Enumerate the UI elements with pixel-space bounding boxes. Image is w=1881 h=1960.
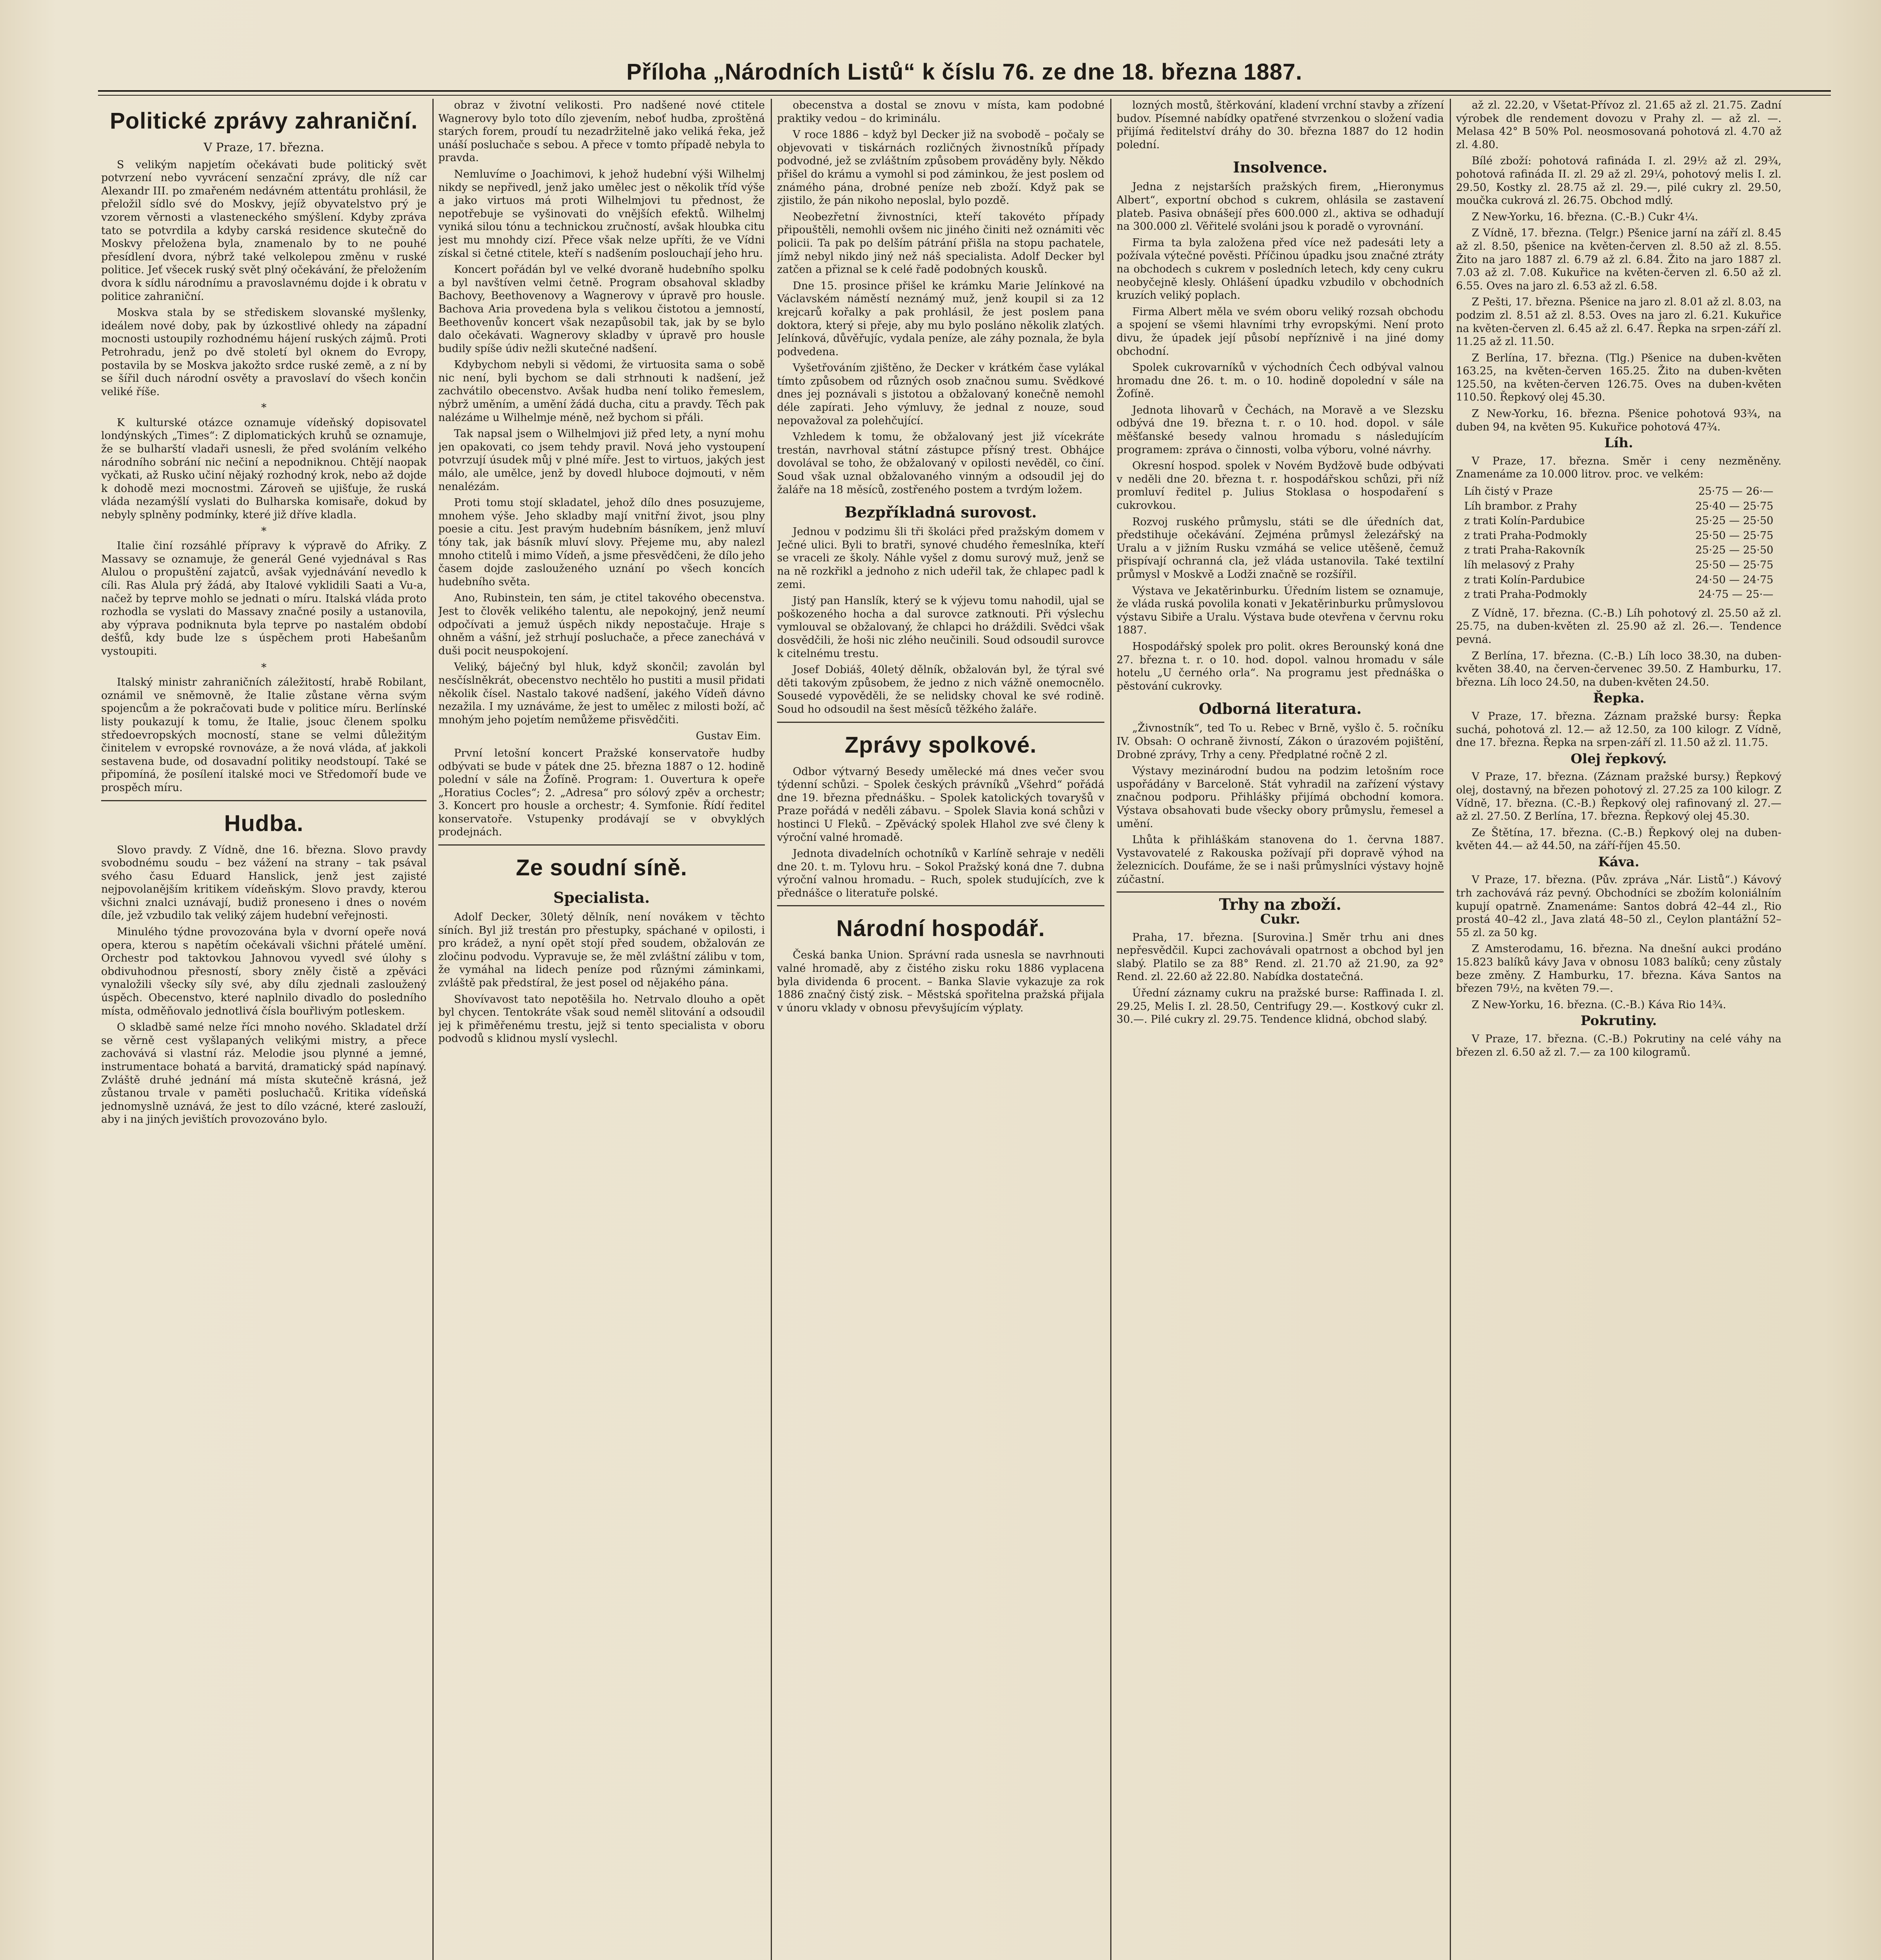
market-paragraph: Ze Štětína, 17. března. (C.-B.) Řepkový olej na duben-květen 44.— až 44.50, na září-říjen 45.50. xyxy=(1456,826,1781,852)
article-paragraph: Okresní hospod. spolek v Novém Bydžově bude odbývati v neděli dne 20. března t. r. hospodářskou schůzi, při níž promluví ředitel p. Julius Stoklasa o hospodaření s cukrovkou. xyxy=(1117,460,1444,512)
price-value: 25·50 — 25·75 xyxy=(1695,529,1774,542)
price-row xyxy=(1463,514,1775,528)
market-paragraph: V Praze, 17. března. Směr i ceny nezměněny. Znamenáme za 10.000 litrov. proc. ve velkém: xyxy=(1456,455,1781,481)
article-paragraph: Vyšetřováním zjištěno, že Decker v krátkém čase vylákal tímto způsobem od různých osob značnou sumu. Svědkové dnes jej poznávali s jistotou a obžalovaný konečně nemohl déle zapírati. Jeho výmluvy, že jednal z nouze, soud nepovažoval za polehčující. xyxy=(777,362,1104,427)
market-paragraph: Z Vídně, 17. března. (Telgr.) Pšenice jarní na září zl. 8.45 až zl. 8.50, pšenice na květen-červen zl. 8.50 až zl. 8.55. Žito na jaro 1887 zl. 6.79 až zl. 6.84. Žito na jaro 1887 zl. 7.03 až zl. 7.08. Kukuřice na květen-červen zl. 6.50 až zl. 6.55. Oves na jaro zl. 6.53 až zl. 6.58. xyxy=(1456,227,1781,292)
article-paragraph: V roce 1886 – když byl Decker již na svobodě – počaly se objevovati v tiskárnách rozličných živnostníků případy podvodné, jež se zvláštním způsobem prováděny byly. Někdo přišel do krámu a vymohl si pod záminkou, že jest poslem od známého pána, drobné peníze neb zboží. Když pak se zjistilo, že pán nikoho neposlal, bylo pozdě. xyxy=(777,129,1104,207)
price-value: 25·75 — 26·— xyxy=(1698,485,1774,498)
price-value: 24·75 — 25·— xyxy=(1698,588,1774,601)
section-title-literature: Odborná literatura. xyxy=(1198,700,1362,718)
price-item: z trati Praha-Rakovník xyxy=(1464,544,1585,557)
price-row xyxy=(1463,587,1775,602)
header-rule xyxy=(98,90,1831,96)
article-paragraph: Adolf Decker, 30letý dělník, není novákem v těchto síních. Byl již trestán pro přestupky, spáchané v opilosti, i pro krádež, a nyní opět stojí před soudem, obžalován ze zločinu podvodu. Vypravuje se, že měl zvláštní zálibu v tom, že vymáhal na lidech peníze pod různými záminkami, zvláště pak předstíral, že jest posel od nějakého pána. xyxy=(438,911,765,989)
price-value: 25·25 — 25·50 xyxy=(1695,515,1774,527)
article-paragraph: Hospodářský spolek pro polit. okres Berounský koná dne 27. března t. r. o 10. hod. dopol. valnou hromadu v sále hotelu „U černého orla“. Na programu jest přednáška o pěstování cukrovky. xyxy=(1117,640,1444,692)
column-divider xyxy=(1450,99,1451,1960)
article-paragraph: Vzhledem k tomu, že obžalovaný jest již vícekráte trestán, navrhoval státní zástupce přísný trest. Obhájce dovolával se toho, že obžalovaný v opilosti nevěděl, co činí. Soud však uznal obžalovaného vinným a odsoudil jej do žaláře na 18 měsíců, zostřeného postem a tvrdým ložem. xyxy=(777,431,1104,496)
article-paragraph: lozných mostů, štěrkování, kladení vrchní stavby a zřízení budov. Písemné nabídky opatřené stvrzenkou o složení vadia přijímá ředitelství dráhy do 30. března 1887 do 12 hodin polední. xyxy=(1117,99,1444,151)
article-paragraph: K kulturské otázce oznamuje vídeňský dopisovatel londýnských „Times“: Z diplomatických kruhů se oznamuje, že se bulharští vladaři usnesli, že před svoláním velkého národního sobrání nic nečiní a nepodniknou. Chtějí naopak vyčkati, až Rusko učiní nějaký rozhodný krok, nebo až dojde k dohodě mezi mocnostmi. Zároveň se ujišťuje, že ruská vláda nezamýšlí vyslati do Bulharska komisaře, dokud by nebyly splněny podmínky, které již dříve kladla. xyxy=(101,416,427,521)
section-separator: * xyxy=(261,661,267,674)
price-item: líh melasový z Prahy xyxy=(1464,559,1574,571)
column-4 xyxy=(1117,99,1444,1960)
article-paragraph: Tak napsal jsem o Wilhelmjovi již před lety, a nyní mohu jen opakovati, co jsem tehdy pravil. Nová jeho vystoupení potvrzují úsudek můj v plné míře. Jest to virtuos, jakých jest málo, ale umělce, jenž by dovedl hluboce dojmouti, v něm nenalézám. xyxy=(438,428,765,493)
article-paragraph: Italský ministr zahraničních záležitostí, hrabě Robilant, oznámil ve sněmovně, že Italie zůstane věrna svým spojencům a že pokračovati bude v politice míru. Berlínské listy poukazují k tomu, že Italie, jsouc členem spolku středoevropských mocností, stane se velmi důležitým činitelem v evropské rovnováze, a že nová vláda, ať jakkoli sestavena bude, od dosavadní politiky neodstoupí. Také se připomíná, že posílení italské moci ve Středomoří bude ve prospěch míru. xyxy=(101,676,427,794)
article-paragraph: Shovívavost tato nepotěšila ho. Netrvalo dlouho a opět byl chycen. Tentokráte však soud neměl slitování a odsoudil jej k přiměřenému trestu, jejž si tento specialista v oboru podvodů s klidnou myslí vyslechl. xyxy=(438,993,765,1045)
market-paragraph: Z New-Yorku, 16. března. (C.-B.) Cukr 4¼. xyxy=(1472,211,1698,223)
article-paragraph: Slovo pravdy. Z Vídně, dne 16. března. Slovo pravdy svobodnému soudu – bez vážení na strany – tak psával svého času Eduard Hanslick, jenž jest zajisté nejpovolanějším kritikem vídeňským. Slovo pravdy, kterou všichni znalci uznávají, budiž proneseno i dnes o novém díle, jež vzbudilo tak veliký zájem hudební veřejnosti. xyxy=(101,844,427,922)
article-paragraph: Lhůta k přihláškám stanovena do 1. června 1887. Vystavovatelé z Rakouska požívají při dopravě výhod na železnicích. Doufáme, že se i naši průmyslníci výstavy hojně zúčastní. xyxy=(1117,834,1444,886)
section-title-markets: Trhy na zboží. xyxy=(1219,895,1342,914)
article-paragraph: Nemluvíme o Joachimovi, k jehož hudební výši Wilhelmj nikdy se nepřivedl, jenž jako umělec jest o několik tříd výše a jako virtuos má proti Wilhelmjovi tu přednost, že nepotřebuje se vyšinovati do vnějších efektů. Wilhelmj vyniká silou tónu a technickou zručností, avšak hloubka citu jest mu mnohdy cizí. Přece však nelze upříti, že ve Vídni získal si četné ctitele, kteří s nadšením poslouchají jeho hru. xyxy=(438,168,765,260)
section-title-economy: Národní hospodář. xyxy=(836,916,1045,942)
page-header: Příloha „Národních Listů“ k číslu 76. ze dne 18. března 1887. xyxy=(626,59,1303,85)
article-paragraph: Kdybychom nebyli si vědomi, že virtuosita sama o sobě nic není, byli bychom se dali strhnouti k nadšení, jež zachvátilo obecenstvo. Avšak hudba není toliko řemeslem, nýbrž uměním, a umění žádá ducha, citu a pravdy. Těch pak nalézáme u Wilhelmje méně, než bychom si přáli. xyxy=(438,359,765,424)
article-paragraph: Výstava ve Jekatěrinburku. Úředním listem se oznamuje, že vláda ruská povolila konati v Jekatěrinburku průmyslovou výstavu Sibiře a Uralu. Výstava bude otevřena v červnu roku 1887. xyxy=(1117,584,1444,637)
market-subtitle-coffee: Káva. xyxy=(1598,854,1640,870)
section-title-politics: Politické zprávy zahraniční. xyxy=(110,108,418,134)
article-paragraph: Moskva stala by se střediskem slovanské myšlenky, ideálem nové doby, pak by úzkostlivé ohledy na západní mocnosti ustoupily rozhodnému hájení ruských zájmů. Proti Petrohradu, jenž po dvě století byl oknem do Evropy, postavila by se Moskva jakožto srdce ruské země, a z ní by se šířil duch národní osvěty a pravoslaví do všech končin veliké říše. xyxy=(101,307,427,398)
article-paragraph: Italie činí rozsáhlé přípravy k výpravě do Afriky. Z Massavy se oznamuje, že generál Gené vyjednával s Ras Alulou o propuštění zajatců, avšak vyjednávání nevedlo k cíli. Ras Alula prý žádá, aby Italové vyklidili Saati a Vu-a, načež by teprve mohlo se jednati o míru. Italská vláda proto rozhodla se vyslati do Massavy značné posily a ustanovila, aby výprava podniknuta byla teprve po nastalém období dešťů, kdy bude lze s úspěchem proti Habešanům vystoupiti. xyxy=(101,540,427,657)
market-paragraph: Z Amsterodamu, 16. března. Na dnešní aukci prodáno 15.823 balíků kávy Java v obnosu 1083 balíků; ceny zůstaly beze změny. Z Hamburku, 17. března. Káva Santos na březen 79½, na květen 79.—. xyxy=(1456,943,1781,995)
price-value: 24·50 — 24·75 xyxy=(1695,573,1774,586)
article-paragraph: Výstavy mezinárodní budou na podzim letošním roce uspořádány v Barceloně. Stát vyhradil na zařízení výstavy značnou podporu. Přihlášky přijímá obchodní komora. Výstava obsahovati bude všecky obory průmyslu, řemesel a umění. xyxy=(1117,765,1444,830)
section-separator: * xyxy=(261,525,267,537)
article-paragraph: Spolek cukrovarníků v východních Čech odbýval valnou hromadu dne 26. t. m. o 10. hodině dopolední v sále na Žofíně. xyxy=(1117,361,1444,400)
article-paragraph: Dne 15. prosince přišel ke krámku Marie Jelínkové na Václavském náměstí neznámý muž, jenž koupil si za 12 krejcarů kořalky a pak prohlásil, že jest poslem pana doktora, který si přeje, aby mu bylo posláno několik zlatých. Jelínková, důvěřujíc, vydala peníze, ale záhy poznala, že byla podvedena. xyxy=(777,279,1104,358)
section-title-court: Ze soudní síně. xyxy=(516,855,688,881)
article-paragraph: „Živnostník“, ted To u. Rebec v Brně, vyšlo č. 5. ročníku IV. Obsah: O ochraně živností, Zákon o úrazovém pojištění, Drobné zprávy, Trhy a ceny. Předplatné ročně 2 zl. xyxy=(1117,722,1444,761)
column-5 xyxy=(1456,99,1781,1960)
price-row xyxy=(1463,543,1775,558)
price-row xyxy=(1463,499,1775,514)
price-row xyxy=(1463,484,1775,499)
section-rule xyxy=(777,905,1104,906)
price-item: Líh čistý v Praze xyxy=(1464,485,1553,498)
article-paragraph: Česká banka Union. Správní rada usnesla se navrhnouti valné hromadě, aby z čistého zisku roku 1886 vyplacena byla dividenda 6 procent. – Banka Slavie vykazuje za rok 1886 značný čistý zisk. – Městská spořitelna pražská přijala v únoru vklady v obnosu převyšujícím výplaty. xyxy=(777,949,1104,1014)
spirits-price-table xyxy=(1463,484,1775,602)
price-row xyxy=(1463,573,1775,588)
price-item: z trati Kolín-Pardubice xyxy=(1464,515,1585,527)
price-value: 25·40 — 25·75 xyxy=(1695,500,1774,512)
section-title-clubs: Zprávy spolkové. xyxy=(844,732,1037,758)
market-paragraph: V Praze, 17. března. (Záznam pražské bursy.) Řepkový olej, dostavný, na březen pohotový zl. 27.25 za 100 kilogr. Z Vídně, 17. března. (C.-B.) Řepkový olej rafinovaný zl. 27.— až zl. 27.50. Z Berlína, 17. března. Řepkový olej 45.30. xyxy=(1456,771,1781,823)
price-row xyxy=(1463,558,1775,573)
section-rule xyxy=(1117,891,1444,893)
market-paragraph: až zl. 22.20, v Všetat-Přívoz zl. 21.65 až zl. 21.75. Zadní výrobek dle rendement dovozu v Prahy zl. — až zl. —. Melasa 42° B 50% Pol. neosmosovaná pohotová zl. 4.70 až zl. 4.80. xyxy=(1456,99,1781,151)
market-subtitle-oil: Olej řepkový. xyxy=(1571,751,1667,767)
article-paragraph: Odbor výtvarný Besedy umělecké má dnes večer svou týdenní schůzi. – Spolek českých právníků „Všehrd“ pořádá dne 19. března přednášku. – Spolek katolických tovaryšů v Praze pořádá v neděli zábavu. – Spolek Slavia koná schůzi v hostinci U Fleků. – Zpěvácký spolek Hlahol zve své členy k výroční valné hromadě. xyxy=(777,765,1104,844)
price-value: 25·50 — 25·75 xyxy=(1695,559,1774,571)
column-divider xyxy=(1110,99,1111,1960)
article-paragraph: Úřední záznamy cukru na pražské burse: Raffinada I. zl. 29.25, Melis I. zl. 28.50, Centrifugy 29.—. Kostkový cukr zl. 30.—. Pilé cukry zl. 29.75. Tendence klidná, obchod slabý. xyxy=(1117,987,1444,1026)
column-3 xyxy=(777,99,1104,1960)
dateline: V Praze, 17. března. xyxy=(203,141,324,154)
market-paragraph: Z Berlína, 17. března. (Tlg.) Pšenice na duben-květen 163.25, na květen-červen 165.25. Žito na duben-květen 125.50, na květen-červen 126.75. Oves na duben-květen 110.50. Řepkový olej 45.30. xyxy=(1456,352,1781,404)
article-title-specialist: Specialista. xyxy=(553,889,650,907)
article-paragraph: Jednota divadelních ochotníků v Karlíně sehraje v neděli dne 20. t. m. Tylovu hru. – Sokol Pražský koná dne 7. dubna výroční valnou hromadu. – Ruch, spolek studujících, zve k přednášce o literatuře polské. xyxy=(777,848,1104,899)
market-paragraph: V Praze, 17. března. Záznam pražské bursy: Řepka suchá, pohotová zl. 12.— až 12.50, za 100 kilogr. Z Vídně, dne 17. března. Řepka na srpen-září zl. 11.50 až zl. 11.75. xyxy=(1456,710,1781,749)
article-paragraph: Firma ta byla založena před více než padesáti lety a požívala výtečné pověsti. Příčinou úpadku jsou značné ztráty na obchodech s cukrem v posledních letech, kdy ceny cukru neobyčejně klesly. Ohlášení úpadku vzbudilo v obchodních kruzích veliký poplach. xyxy=(1117,236,1444,302)
article-paragraph: Jistý pan Hanslík, který se k výjevu tomu nahodil, ujal se poškozeného hocha a dal surovce zatknouti. Při výslechu vymlouval se obžalovaný, že chlapci ho dráždili. Svědci však dosvědčili, že hoši nic zlého neučinili. Soud odsoudil surovce k citelnému trestu. xyxy=(777,595,1104,660)
section-rule xyxy=(438,844,765,846)
market-paragraph: V Praze, 17. března. (Pův. zpráva „Nár. Listů“.) Kávový trh zachovává ráz pevný. Obchodníci se zbožím koloniálním kupují opatrně. Znamenáme: Santos dobrá 42–44 zl., Rio prostá 40–42 zl., Java zlatá 48–50 zl., Ceylon plantážní 52–55 zl. za 50 kg. xyxy=(1456,874,1781,939)
price-value: 25·25 — 25·50 xyxy=(1695,544,1774,557)
article-paragraph: obecenstva a dostal se znovu v místa, kam podobné praktiky vedou – do kriminálu. xyxy=(777,99,1104,125)
price-row xyxy=(1463,528,1775,543)
article-paragraph: Rozvoj ruského průmyslu, státi se dle úředních dat, předstihuje očekávání. Zejména průmysl železářský na Uralu a v jižním Rusku vzmáhá se velice utěšeně, čemuž přispívají ochranná cla, jež vláda ustanovila. Také textilní průmysl v Moskvě a Lodži značně se rozšířil. xyxy=(1117,515,1444,581)
section-rule xyxy=(777,722,1104,723)
price-item: Líh brambor. z Prahy xyxy=(1464,500,1577,512)
market-paragraph: Bílé zboží: pohotová rafináda I. zl. 29½ až zl. 29¾, pohotová rafináda II. zl. 29 až zl. 29¼, pohotový melis I. zl. 29.50, Kostky zl. 28.75 až zl. 29.—, pilé cukry zl. 29.50, moučka cukrová zl. 26.75. Obchod mdlý. xyxy=(1456,155,1781,207)
article-paragraph: obraz v životní velikosti. Pro nadšené nové ctitele Wagnerovy bylo toto dílo zjevením, neboť hudba, zproštěná starých forem, proudí tu nezadržitelně jako veliká řeka, jež unáší posluchače s sebou. A přece v tomto případě nebyla to pravda. xyxy=(438,99,765,164)
article-title-insolvency: Insolvence. xyxy=(1233,158,1327,176)
section-separator: * xyxy=(261,402,267,414)
article-paragraph: Koncert pořádán byl ve velké dvoraně hudebního spolku a byl navštíven velmi četně. Program obsahoval skladby Bachovy, Beethovenovy a Wagnerovy v úpravě pro housle. Bachova Aria provedena byla s velikou čistotou a jemností, Beethovenův koncert však nezapůsobil tak, jak by se bylo dalo očekávati. Wagnerovy skladby v úpravě pro housle budily spíše údiv nežli skutečné nadšení. xyxy=(438,263,765,355)
article-title-brutality: Bezpříkladná surovost. xyxy=(844,503,1037,521)
market-subtitle-oilcake: Pokrutiny. xyxy=(1580,1013,1657,1029)
article-paragraph: Ano, Rubinstein, ten sám, je ctitel takového obecenstva. Jest to člověk velikého talentu, ale nepokojný, jenž neumí odpočívati a jemuž úspěch nikdy nepostačuje. Hraje s ohněm a vášní, jež strhují posluchače, a přece zanechává v duši pocit neuspokojení. xyxy=(438,592,765,657)
column-1 xyxy=(101,99,427,1960)
price-item: z trati Kolín-Pardubice xyxy=(1464,573,1585,586)
section-rule xyxy=(101,800,427,801)
price-item: z trati Praha-Podmokly xyxy=(1464,529,1587,542)
column-divider xyxy=(771,99,772,1960)
article-paragraph: Firma Albert měla ve svém oboru veliký rozsah obchodu a spojení se všemi hlavními trhy evropskými. Není proto divu, že úpadek její působí nepříznivě i na jiné domy obchodní. xyxy=(1117,305,1444,358)
price-item: z trati Praha-Podmokly xyxy=(1464,588,1587,601)
market-subtitle-sugar: Cukr. xyxy=(1260,911,1300,927)
market-subtitle-spirits: Líh. xyxy=(1604,435,1633,451)
article-paragraph: Jedna z nejstarších pražských firem, „Hieronymus Albert“, exportní obchod s cukrem, ohlásila se zastavení plateb. Pasiva obnášejí přes 600.000 zl., aktiva se odhadují na 300.000 zl. Věřitelé svoláni jsou k poradě o vyrovnání. xyxy=(1117,181,1444,233)
article-paragraph: Minulého týdne provozována byla v dvorní opeře nová opera, kterou s napětím očekávali všichni přátelé umění. Orchestr pod taktovkou Jahnovou vyvedl své úlohy s obdivuhodnou přesností, sbory zněly čistě a zpěváci vynaložili všecky síly své, aby dílu zjednali zasloužený úspěch. Obecenstvo, které naplnilo divadlo do posledního místa, odměňovalo jednotlivá čísla bouřlivým potleskem. xyxy=(101,926,427,1017)
article-paragraph: Neobezřetní živnostníci, kteří takovéto případy připouštěli, nemohli ovšem nic jiného činiti než oznámiti věc policii. Ta pak po delším pátrání přišla na stopu pachatele, jímž nebyl nikdo jiný než náš specialista. Adolf Decker byl zatčen a přiznal se k celé řadě podobných kousků. xyxy=(777,211,1104,276)
article-paragraph: Veliký, báječný byl hluk, když skončil; zavolán byl nesčíslněkrát, obecenstvo nechtělo ho pustiti a musil přidati několik čísel. Nastalo takové nadšení, jakého Vídeň dávno nezažila. I my uznáváme, že jest to umělec z milosti boží, ač mnohým jeho pojetím nemůžeme přisvědčiti. xyxy=(438,661,765,726)
column-2 xyxy=(438,99,765,1960)
market-paragraph: Z Vídně, 17. března. (C.-B.) Líh pohotový zl. 25.50 až zl. 25.75, na duben-květen zl. 25.90 až zl. 26.—. Tendence pevná. xyxy=(1456,607,1781,646)
article-paragraph: Proti tomu stojí skladatel, jehož dílo dnes posuzujeme, mnohem výše. Jeho skladby mají vnitřní život, jsou plny poesie a citu. Jest pravým hudebním básníkem, jenž mluví tóny tak, jak básník mluví slovy. Přejeme mu, aby nalezl mnoho ctitelů i mimo Vídeň, a jsme přesvědčeni, že dílo jeho časem dojde zaslouženého uznání po všech koncích hudebního světa. xyxy=(438,497,765,588)
article-paragraph: Praha, 17. března. [Surovina.] Směr trhu ani dnes nepřesvědčil. Kupci zachovávali opatrnost a obchod byl jen slabý. Platilo se za 88° Rend. zl. 21.70 až 21.90, za 92° Rend. zl. 22.60 až 22.80. Nabídka dostatečná. xyxy=(1117,931,1444,983)
market-subtitle-rapeseed: Řepka. xyxy=(1593,690,1645,706)
article-paragraph: Josef Dobiáš, 40letý dělník, obžalován byl, že týral své děti takovým způsobem, že jedno z nich vážně onemocnělo. Sousedé vypověděli, že se nelidsky choval ke své rodině. Soud ho odsoudil na šest měsíců těžkého žaláře. xyxy=(777,664,1104,715)
market-paragraph: V Praze, 17. března. (C.-B.) Pokrutiny na celé váhy na březen zl. 6.50 až zl. 7.— za 100 kilogramů. xyxy=(1456,1033,1781,1058)
article-paragraph: O skladbě samé nelze říci mnoho nového. Skladatel drží se věrně cest vyšlapaných velikými mistry, a přece zachovává si vlastní ráz. Melodie jsou plynné a jemné, instrumentace bohatá a barvitá, dramatický spád napínavý. Zvláště druhé jednání má místa skutečně krásná, jež zůstanou trvale v paměti posluchačů. Kritika vídeňská jednomyslně uznává, že jest to dílo vzácné, které zaslouží, aby i na jiných jevištích provozováno bylo. xyxy=(101,1021,427,1126)
author-signature: Gustav Eim. xyxy=(695,730,761,742)
column-divider xyxy=(432,99,434,1960)
market-paragraph: Z Berlína, 17. března. (C.-B.) Líh loco 38.30, na duben-květen 38.40, na červen-červenec 39.50. Z Hamburku, 17. března. Líh loco 24.50, na duben-květen 24.50. xyxy=(1456,650,1781,688)
section-title-music: Hudba. xyxy=(224,810,304,836)
market-paragraph: Z New-Yorku, 16. března. Pšenice pohotová 93¾, na duben 94, na květen 95. Kukuřice pohotová 47¾. xyxy=(1456,408,1781,433)
article-paragraph: První letošní koncert Pražské konservatoře hudby odbývati se bude v pátek dne 25. března 1887 o 12. hodině polední v sále na Žofíně. Program: 1. Ouvertura k opeře „Horatius Cocles“; 2. „Adresa“ pro sólový zpěv a orchestr; 3. Koncert pro housle a orchestr; 4. Symfonie. Řídí ředitel konservatoře. Vstupenky prodávají se v obvyklých prodejnách. xyxy=(438,747,765,838)
market-paragraph: Z Pešti, 17. března. Pšenice na jaro zl. 8.01 až zl. 8.03, na podzim zl. 8.51 až zl. 8.53. Oves na jaro zl. 6.21. Kukuřice na květen-červen zl. 6.45 až zl. 6.47. Řepka na srpen-září zl. 11.25 až zl. 11.50. xyxy=(1456,296,1781,348)
article-paragraph: Jednou v podzimu šli tři školáci před pražským domem v Ječné ulici. Byli to bratři, synové chudého řemeslníka, kteří se vraceli ze školy. Náhle vyšel z domu surový muž, jenž se na ně rozkřikl a jednoho z nich udeřil tak, že chlapec padl k zemi. xyxy=(777,526,1104,591)
article-paragraph: S velikým napjetím očekávati bude politický svět potvrzení nebo vyvrácení senzační zprávy, dle níž car Alexandr III. po zmařeném nedávném attentátu prohlásil, že přeložil sídlo své do Moskvy, jejíž obyvatelstvo prý je vzorem věrnosti a vlasteneckého smýšlení. Kdyby zpráva tato se potvrdila a kdyby carská residence skutečně do Moskvy přeložena byla, znamenalo by to ne pouhé přesídlení dvora, nýbrž také velkolepou změnu v ruské politice. Jeť všecek ruský svět plný očekávání, že přeložením dvora k sídlu národnímu a pravoslavnému dojde i k obratu v politice zahraniční. xyxy=(101,158,427,303)
market-paragraph: Z New-Yorku, 16. března. (C.-B.) Káva Rio 14¾. xyxy=(1472,998,1726,1011)
article-paragraph: Jednota lihovarů v Čechách, na Moravě a ve Slezsku odbývá dne 19. března t. r. o 10. hod. dopol. v sále měšťanské besedy valnou hromadu s následujícím programem: zpráva o činnosti, volba výboru, volné návrhy. xyxy=(1117,404,1444,456)
